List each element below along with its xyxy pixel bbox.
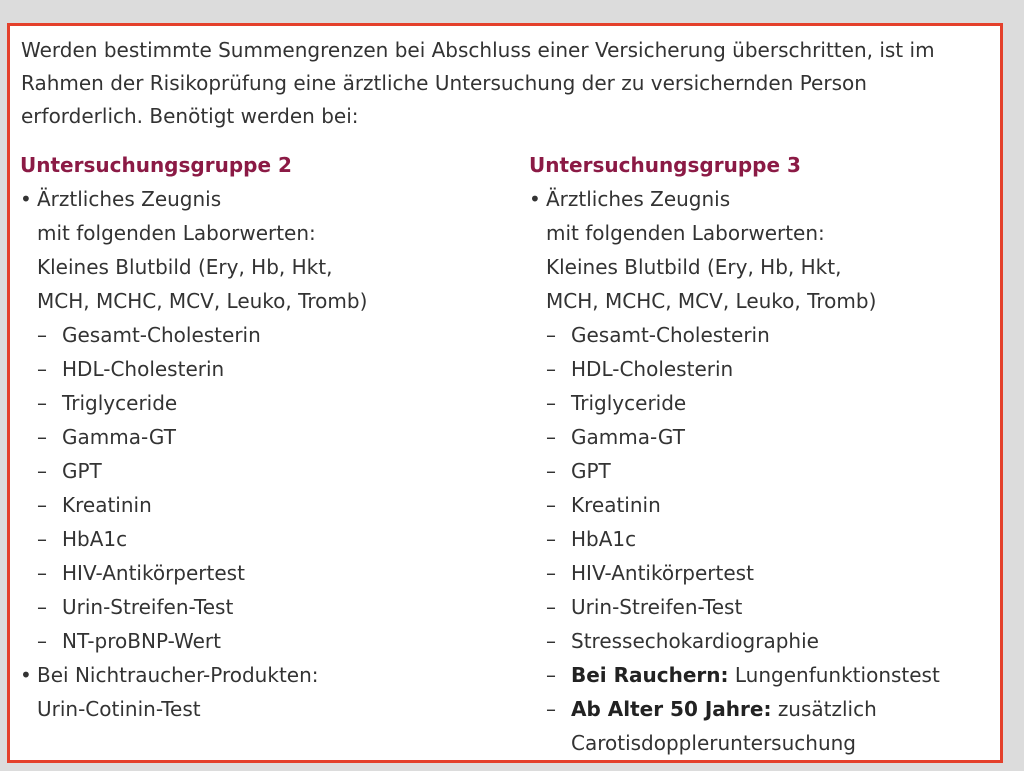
- list-item: • Bei Nichtraucher-Produkten:: [20, 658, 292, 692]
- lab-test-item: – Gesamt-Cholesterin: [529, 318, 801, 352]
- dash-icon: –: [546, 391, 556, 415]
- dash-icon: –: [546, 425, 556, 449]
- group-2-column: [20, 148, 368, 726]
- list-item-continuation: Kleines Blutbild (Ery, Hb, Hkt,: [546, 255, 842, 279]
- smoker-test-item: – Bei Rauchern: Lungenfunktionstest: [529, 658, 801, 692]
- lab-test-item: – HDL-Cholesterin: [20, 352, 292, 386]
- dash-icon: –: [546, 595, 556, 619]
- list-item-continuation: Kleines Blutbild (Ery, Hb, Hkt,: [37, 255, 333, 279]
- dash-icon: –: [546, 663, 556, 687]
- dash-icon: –: [37, 425, 47, 449]
- info-box: [7, 23, 1003, 763]
- bullet-icon: •: [529, 187, 541, 211]
- lab-test-item: – Urin-Streifen-Test: [20, 590, 292, 624]
- intro-line: Rahmen der Risikoprüfung eine ärztliche Untersuchung der zu versichernden Person: [21, 71, 867, 95]
- lab-test-item: – Kreatinin: [529, 488, 801, 522]
- lab-test-item: – HbA1c: [529, 522, 801, 556]
- dash-icon: –: [546, 459, 556, 483]
- dash-icon: –: [37, 323, 47, 347]
- dash-icon: –: [546, 323, 556, 347]
- lab-test-item: – GPT: [20, 454, 292, 488]
- group-2-title: Untersuchungsgruppe 2: [20, 153, 292, 177]
- intro-line: erforderlich. Benötigt werden bei:: [21, 104, 359, 128]
- dash-icon: –: [37, 527, 47, 551]
- lab-test-item: – Gesamt-Cholesterin: [20, 318, 292, 352]
- age-label: Ab Alter 50 Jahre:: [571, 697, 772, 721]
- bullet-icon: •: [20, 663, 32, 687]
- dash-icon: –: [37, 391, 47, 415]
- lab-test-item: – HIV-Antikörpertest: [529, 556, 801, 590]
- list-item-continuation: Carotisdoppleruntersuchung: [571, 731, 856, 755]
- dash-icon: –: [546, 357, 556, 381]
- lab-test-item: – Triglyceride: [20, 386, 292, 420]
- list-item: • Ärztliches Zeugnis: [529, 182, 801, 216]
- lab-test-item: – Urin-Streifen-Test: [529, 590, 801, 624]
- list-item-continuation: mit folgenden Laborwerten:: [37, 221, 316, 245]
- list-item-continuation: Urin-Cotinin-Test: [37, 697, 201, 721]
- dash-icon: –: [546, 493, 556, 517]
- lab-test-item: – Gamma-GT: [20, 420, 292, 454]
- bullet-icon: •: [20, 187, 32, 211]
- list-item-continuation: MCH, MCHC, MCV, Leuko, Tromb): [37, 289, 368, 313]
- lab-test-item: – Kreatinin: [20, 488, 292, 522]
- lab-test-item: – Gamma-GT: [529, 420, 801, 454]
- lab-test-item: – GPT: [529, 454, 801, 488]
- dash-icon: –: [37, 459, 47, 483]
- dash-icon: –: [37, 629, 47, 653]
- age-test-item: – Ab Alter 50 Jahre: zusätzlich: [529, 692, 801, 726]
- list-item: • Ärztliches Zeugnis: [20, 182, 292, 216]
- dash-icon: –: [546, 629, 556, 653]
- lab-test-item: – NT-proBNP-Wert: [20, 624, 292, 658]
- lab-test-item: – HDL-Cholesterin: [529, 352, 801, 386]
- dash-icon: –: [37, 357, 47, 381]
- list-item-continuation: mit folgenden Laborwerten:: [546, 221, 825, 245]
- list-item-continuation: MCH, MCHC, MCV, Leuko, Tromb): [546, 289, 877, 313]
- lab-test-item: – Stressechokardiographie: [529, 624, 801, 658]
- dash-icon: –: [546, 697, 556, 721]
- dash-icon: –: [37, 561, 47, 585]
- dash-icon: –: [546, 527, 556, 551]
- dash-icon: –: [546, 561, 556, 585]
- dash-icon: –: [37, 493, 47, 517]
- smoker-label: Bei Rauchern:: [571, 663, 729, 687]
- lab-test-item: – HIV-Antikörpertest: [20, 556, 292, 590]
- lab-test-item: – Triglyceride: [529, 386, 801, 420]
- dash-icon: –: [37, 595, 47, 619]
- group-3-column: [529, 148, 940, 760]
- lab-test-item: – HbA1c: [20, 522, 292, 556]
- intro-line: Werden bestimmte Summengrenzen bei Abschluss einer Versicherung überschritten, ist im: [21, 38, 935, 62]
- group-3-title: Untersuchungsgruppe 3: [529, 153, 801, 177]
- intro-text: [21, 34, 996, 133]
